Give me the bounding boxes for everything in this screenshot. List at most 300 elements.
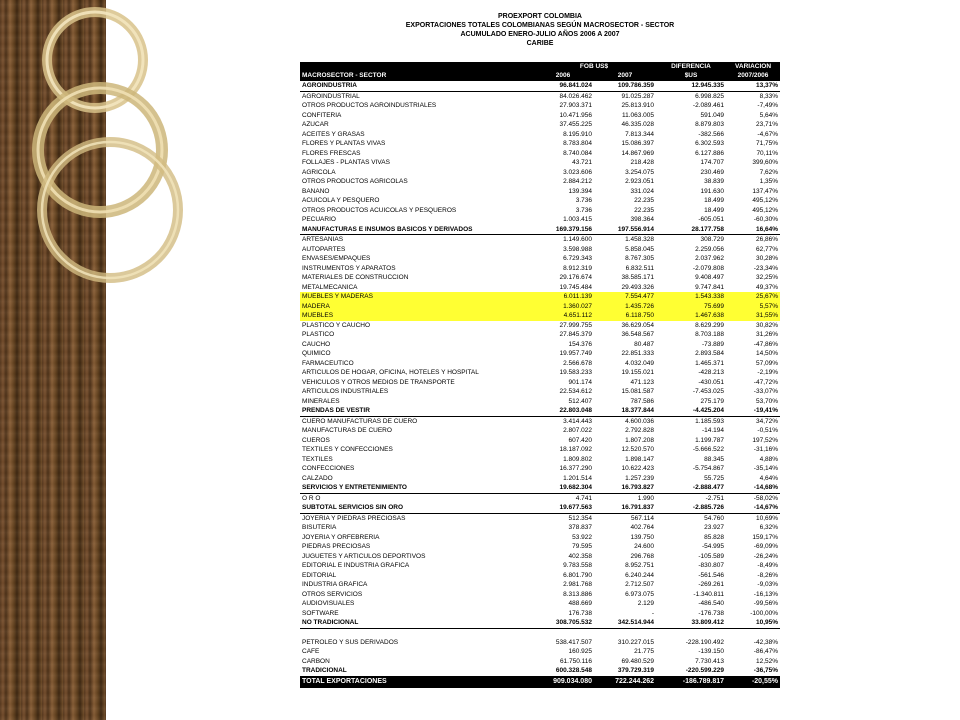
table-row [300, 552, 780, 562]
value-cell: 6.127.886 [695, 149, 725, 157]
table-row [300, 273, 780, 283]
value-cell: 27.845.379 [559, 331, 592, 338]
table-row [300, 340, 780, 350]
value-cell: 16,64% [726, 225, 780, 235]
sector-cell: MANUFACTURAS DE CUERO [302, 427, 392, 434]
value-cell: 137,47% [752, 187, 779, 195]
sector-cell: CONFITERIA [302, 111, 342, 119]
value-cell: 12,52% [755, 657, 779, 665]
value-cell: 22.851.333 [621, 350, 655, 357]
value-cell: 8.879.803 [695, 121, 725, 128]
decorative-rings [0, 0, 200, 300]
table-row [300, 387, 780, 397]
value-cell: -20,55% [726, 676, 780, 688]
value-cell: 1.990 [637, 494, 655, 502]
value-cell: 331.024 [630, 187, 655, 195]
value-cell: 22.803.048 [532, 406, 594, 416]
header-line: EXPORTACIONES TOTALES COLOMBIANAS SEGÚN MACROSECTOR - SECTOR [405, 22, 675, 29]
value-cell: 2.129 [637, 600, 655, 607]
table-row [300, 149, 780, 159]
value-cell: -2.885.726 [656, 503, 726, 513]
value-cell: 218.428 [630, 159, 655, 166]
value-cell: -33,07% [753, 388, 779, 395]
value-cell: 16.793.827 [594, 483, 656, 493]
value-cell: -36,75% [726, 666, 780, 676]
value-cell: 33.809.412 [656, 618, 726, 628]
value-cell: -1.340.811 [693, 590, 725, 598]
value-cell: 6.240.244 [625, 571, 655, 579]
value-cell: 54.760 [704, 514, 725, 522]
value-cell: 6.118.750 [594, 311, 656, 321]
table-row [300, 120, 780, 130]
table-row [300, 378, 780, 388]
table-row [300, 292, 780, 302]
value-cell: -26,24% [753, 552, 779, 560]
table-row [300, 455, 780, 465]
value-cell: -486.540 [698, 600, 725, 607]
table-row [300, 302, 780, 312]
value-cell: 84.026.462 [559, 92, 592, 100]
value-cell: 4.600.036 [625, 417, 655, 425]
header-line: PROEXPORT COLOMBIA [497, 13, 582, 20]
value-cell: 2.884.212 [563, 178, 592, 185]
value-cell: 31,55% [726, 311, 780, 321]
value-cell: 3.254.075 [625, 168, 655, 176]
value-cell: 27.999.755 [559, 321, 592, 329]
value-cell: 10,69% [755, 514, 779, 522]
table-row [300, 676, 780, 688]
sector-cell: AGROINDUSTRIA [300, 81, 532, 91]
sector-cell: TEXTILES [302, 455, 333, 463]
value-cell: 567.114 [631, 514, 655, 522]
value-cell: 91.025.287 [621, 92, 655, 100]
value-cell: 49,37% [755, 283, 779, 291]
value-cell: 512.354 [568, 514, 592, 522]
value-cell: 471.123 [630, 378, 655, 386]
sector-cell: OTROS SERVICIOS [302, 590, 363, 598]
value-cell: 8.740.084 [563, 149, 592, 157]
sector-cell: ARTESANIAS [302, 236, 344, 243]
value-cell: 1.467.638 [656, 311, 726, 321]
value-cell: -430.051 [698, 378, 725, 386]
table-row [300, 513, 780, 523]
sector-cell: ACUICOLA Y PESQUERO [302, 197, 380, 204]
value-cell: 11.063.005 [621, 111, 655, 119]
table-row [300, 474, 780, 484]
value-cell: 8.703.188 [695, 331, 725, 338]
value-cell: 24.600 [634, 543, 655, 550]
value-cell: 30,28% [755, 255, 779, 262]
value-cell: 14.867.969 [621, 149, 655, 157]
value-cell [726, 628, 780, 638]
value-cell: -14,67% [726, 503, 780, 513]
value-cell: 1.199.787 [695, 436, 725, 444]
value-cell: 62,77% [755, 245, 779, 253]
value-cell: 19.745.484 [559, 283, 592, 291]
table-row [300, 264, 780, 274]
value-cell: 8.912.319 [563, 264, 592, 272]
value-cell: 27.903.371 [559, 102, 592, 109]
value-cell: -31,16% [753, 446, 779, 453]
value-cell: 109.786.359 [594, 81, 656, 91]
value-cell: 3.598.988 [563, 245, 592, 253]
value-cell: 21.775 [634, 648, 655, 655]
value-cell: 402.764 [630, 524, 655, 531]
sector-cell: MUEBLES [300, 311, 532, 321]
table-row [300, 101, 780, 111]
sector-cell: CUERO MANUFACTURAS DE CUERO [302, 417, 418, 425]
value-cell: 6,32% [759, 524, 779, 531]
value-cell: -100,00% [750, 609, 779, 617]
value-cell: -14,68% [726, 483, 780, 493]
header-cell: 2006 [532, 72, 594, 82]
sector-cell: VEHICULOS Y OTROS MEDIOS DE TRANSPORTE [302, 378, 455, 386]
sector-cell: OTROS PRODUCTOS AGROINDUSTRIALES [302, 102, 437, 109]
exports-table [300, 62, 780, 688]
table-body [300, 81, 780, 688]
table-row [300, 503, 780, 513]
sector-cell: ACEITES Y GRASAS [302, 130, 365, 138]
sector-cell: JOYERIA Y ORFEBRERIA [302, 533, 380, 541]
value-cell: -58,02% [753, 494, 779, 502]
value-cell: 2.259.056 [695, 245, 725, 253]
value-cell: 46.335.028 [621, 121, 655, 128]
sector-cell: FOLLAJES - PLANTAS VIVAS [302, 159, 390, 166]
sector-cell: O R O [302, 494, 321, 502]
value-cell: -2.888.477 [656, 483, 726, 493]
value-cell: 538.417.507 [555, 638, 592, 646]
table-row [300, 245, 780, 255]
sector-cell: ARTICULOS DE HOGAR, OFICINA, HOTELES Y HOSPITAL [302, 369, 479, 376]
value-cell: -220.599.229 [656, 666, 726, 676]
value-cell: -7.453.025 [692, 388, 725, 395]
table-row [300, 168, 780, 178]
value-cell: 1.465.371 [695, 359, 725, 367]
sector-cell: PETROLEO Y SUS DERIVADOS [302, 638, 399, 646]
value-cell: 1.807.208 [625, 436, 655, 444]
table-row [300, 349, 780, 359]
value-cell: 230.469 [700, 168, 725, 176]
sector-cell: JOYERIA Y PIEDRAS PRECIOSAS [302, 514, 406, 522]
table-row [300, 426, 780, 436]
value-cell: -69,09% [753, 543, 779, 550]
value-cell: 96.841.024 [532, 81, 594, 91]
table-row [300, 666, 780, 676]
value-cell: 18.187.092 [559, 446, 592, 453]
sector-cell: OTROS PRODUCTOS ACUICOLAS Y PESQUEROS [302, 206, 457, 214]
value-cell: 197,52% [752, 436, 779, 444]
table-row [300, 406, 780, 416]
value-cell: 43.721 [572, 159, 592, 166]
sector-cell: ENVASES/EMPAQUES [302, 255, 371, 262]
sector-cell: FLORES FRESCAS [302, 149, 361, 157]
value-cell: -4,67% [757, 130, 779, 138]
table-row [300, 158, 780, 168]
table-row [300, 283, 780, 293]
value-cell: -105.589 [698, 552, 725, 560]
value-cell: -47,86% [753, 340, 779, 348]
document-header [300, 12, 780, 48]
value-cell: 34,72% [755, 417, 779, 425]
value-cell: 2.893.584 [695, 350, 725, 357]
value-cell: -8,49% [757, 562, 779, 569]
value-cell: 53,70% [755, 397, 779, 405]
value-cell: 495,12% [752, 197, 779, 204]
value-cell: -2.089.461 [692, 102, 725, 109]
value-cell: 69.480.529 [621, 657, 655, 665]
value-cell: 5,64% [759, 111, 779, 119]
value-cell: 2.037.962 [695, 255, 725, 262]
table-row [300, 609, 780, 619]
value-cell: 154.376 [568, 340, 592, 348]
sector-cell: INSTRUMENTOS Y APARATOS [302, 264, 396, 272]
value-cell: 28.177.758 [656, 225, 726, 235]
table-row [300, 416, 780, 426]
value-cell: 3.736 [575, 206, 592, 214]
value-cell: 8.195.910 [563, 130, 592, 138]
value-cell: 30,82% [755, 321, 779, 329]
value-cell: 8.767.305 [625, 255, 655, 262]
value-cell: 1.809.802 [563, 455, 592, 463]
value-cell: 176.738 [568, 609, 592, 617]
header-cell: 2007 [594, 72, 656, 82]
value-cell: 53.922 [572, 533, 592, 541]
value-cell: 342.514.944 [594, 618, 656, 628]
value-cell: -228.190.492 [685, 638, 725, 646]
value-cell: 8.783.804 [563, 140, 592, 147]
header-cell: MACROSECTOR - SECTOR [300, 72, 532, 82]
value-cell: 15.086.397 [621, 140, 655, 147]
sector-cell: CAUCHO [302, 340, 331, 348]
value-cell: 75.699 [656, 302, 726, 312]
value-cell: 4.741 [575, 494, 592, 502]
header-cell: VARIACION [726, 62, 780, 72]
table-row [300, 368, 780, 378]
header-cell: 2007/2006 [726, 72, 780, 82]
value-cell: 25.813.910 [621, 102, 655, 109]
value-cell: 19.155.021 [621, 369, 655, 376]
value-cell: -269.261 [698, 581, 725, 588]
value-cell: 139.750 [630, 533, 655, 541]
value-cell: -2,19% [757, 369, 779, 376]
sector-cell: INDUSTRIA GRAFICA [302, 581, 368, 588]
value-cell: 399,60% [752, 159, 779, 166]
value-cell: 38.839 [704, 178, 725, 185]
value-cell: 3.023.606 [563, 168, 592, 176]
sector-cell: NO TRADICIONAL [300, 618, 532, 628]
value-cell: -42,38% [753, 638, 779, 646]
value-cell: 591.049 [700, 111, 725, 119]
sector-cell: TOTAL EXPORTACIONES [300, 676, 532, 688]
value-cell: -73.889 [701, 340, 725, 348]
value-cell: 495,12% [752, 206, 779, 214]
value-cell: 12.945.335 [656, 81, 726, 91]
value-cell: 18.499 [704, 197, 725, 204]
sector-cell: PLASTICO [302, 331, 335, 338]
value-cell [656, 628, 726, 638]
value-cell: 1.149.600 [563, 236, 592, 243]
value-cell: -139.150 [698, 648, 725, 655]
sector-cell: CARBON [302, 657, 330, 665]
value-cell: 139.394 [568, 187, 592, 195]
header-line: CARIBE [526, 40, 554, 47]
value-cell: 169.379.156 [532, 225, 594, 235]
table-row [300, 618, 780, 628]
table-row [300, 330, 780, 340]
table-row [300, 254, 780, 264]
table-row [300, 493, 780, 503]
value-cell: 308.729 [700, 236, 725, 243]
value-cell: 29.493.326 [621, 283, 655, 291]
sector-cell: CONFECCIONES [302, 465, 355, 472]
sector-cell: MADERA [300, 302, 532, 312]
value-cell: 19.682.304 [532, 483, 594, 493]
value-cell: 6.973.075 [625, 590, 655, 598]
sector-cell: SUBTOTAL SERVICIOS SIN ORO [300, 503, 532, 513]
value-cell: -0,51% [757, 427, 779, 434]
sector-cell: AZUCAR [302, 121, 329, 128]
value-cell: -2.079.808 [692, 264, 725, 272]
value-cell: 22.235 [634, 197, 655, 204]
value-cell: 37.455.225 [559, 121, 592, 128]
value-cell: 31,26% [755, 331, 779, 338]
value-cell: 26,86% [755, 236, 779, 243]
value-cell: 296.768 [630, 552, 655, 560]
value-cell: 5.858.045 [625, 245, 655, 253]
value-cell: 1.003.415 [563, 216, 592, 223]
table-row [300, 111, 780, 121]
value-cell: -561.546 [698, 571, 725, 579]
table-row [300, 628, 780, 638]
value-cell: -382.566 [698, 130, 725, 138]
sector-cell: CAFE [302, 648, 320, 655]
value-cell: 6.832.511 [625, 264, 655, 272]
table-row [300, 130, 780, 140]
value-cell: 1.257.239 [625, 474, 655, 482]
value-cell: 6.011.139 [532, 292, 594, 302]
sector-cell: PRENDAS DE VESTIR [300, 406, 532, 416]
sector-cell: AGROINDUSTRIAL [302, 92, 360, 100]
sector-cell: PIEDRAS PRECIOSAS [302, 543, 371, 550]
value-cell: 1.543.338 [656, 292, 726, 302]
sector-cell: SOFTWARE [302, 609, 339, 617]
table-row [300, 647, 780, 657]
value-cell: 12.520.570 [621, 446, 655, 453]
value-cell: -54.995 [701, 543, 725, 550]
header-cell [300, 62, 532, 72]
value-cell: 15.081.587 [621, 388, 655, 395]
sector-cell: EDITORIAL [302, 571, 337, 579]
value-cell: 3.414.443 [563, 417, 592, 425]
value-cell: 10.622.423 [621, 465, 655, 472]
table-row [300, 359, 780, 369]
table-row [300, 81, 780, 91]
value-cell: 79.595 [572, 543, 592, 550]
value-cell: 174.707 [700, 159, 725, 166]
sector-cell [300, 628, 532, 638]
value-cell: 23,71% [755, 121, 779, 128]
value-cell: 9.408.497 [695, 274, 725, 281]
table-header-row [300, 72, 780, 82]
value-cell: -47,72% [753, 378, 779, 386]
sector-cell: PECUARIO [302, 216, 336, 223]
value-cell: 85.828 [704, 533, 725, 541]
table-row [300, 177, 780, 187]
value-cell: 2.981.768 [563, 581, 592, 588]
value-cell: 1.898.147 [625, 455, 655, 463]
value-cell: 4.651.112 [532, 311, 594, 321]
value-cell: 25,67% [726, 292, 780, 302]
value-cell: 19.583.233 [559, 369, 592, 376]
value-cell: 378.837 [568, 524, 592, 531]
value-cell: 197.556.914 [594, 225, 656, 235]
value-cell: - [651, 609, 655, 617]
value-cell: 10.471.956 [559, 111, 592, 119]
value-cell: 19.957.749 [559, 350, 592, 357]
value-cell: 2.792.828 [625, 427, 655, 434]
table-row [300, 321, 780, 331]
value-cell: 310.227.015 [617, 638, 655, 646]
sector-cell: TEXTILES Y CONFECCIONES [302, 446, 393, 453]
sector-cell: BISUTERIA [302, 524, 337, 531]
value-cell: 512.407 [568, 397, 592, 405]
value-cell: 722.244.262 [594, 676, 656, 688]
table-row [300, 215, 780, 225]
value-cell: 2.566.678 [563, 359, 592, 367]
table-row [300, 542, 780, 552]
value-cell: 71,75% [755, 140, 779, 147]
value-cell: 80.487 [634, 340, 655, 348]
sector-cell: OTROS PRODUCTOS AGRICOLAS [302, 178, 408, 185]
sector-cell: MUEBLES Y MADERAS [300, 292, 532, 302]
value-cell: 1.360.027 [532, 302, 594, 312]
value-cell: 36.629.054 [621, 321, 655, 329]
sector-cell: FARMACEUTICO [302, 359, 354, 367]
table-row [300, 533, 780, 543]
value-cell: 14,50% [755, 350, 779, 357]
header-cell: DIFERENCIA [656, 62, 726, 72]
sector-cell: MANUFACTURAS E INSUMOS BASICOS Y DERIVADOS [300, 225, 532, 235]
table-row [300, 436, 780, 446]
sector-cell: AUDIOVISUALES [302, 600, 355, 607]
value-cell: 23.927 [704, 524, 725, 531]
value-cell: 1,35% [759, 178, 779, 185]
value-cell: 402.358 [568, 552, 592, 560]
value-cell: -5.666.522 [692, 446, 725, 453]
value-cell: 4,88% [759, 455, 779, 463]
table-row [300, 196, 780, 206]
value-cell: 36.548.567 [621, 331, 655, 338]
value-cell: -2.751 [705, 494, 725, 502]
sector-cell: FLORES Y PLANTAS VIVAS [302, 140, 386, 147]
sector-cell: CALZADO [302, 474, 333, 482]
value-cell: 6.998.825 [695, 92, 725, 100]
value-cell: 32,25% [755, 274, 779, 281]
value-cell: 10,95% [726, 618, 780, 628]
value-cell: 7.730.413 [695, 657, 725, 665]
value-cell: 379.729.319 [594, 666, 656, 676]
sector-cell: TRADICIONAL [300, 666, 532, 676]
value-cell: 8.313.886 [563, 590, 592, 598]
value-cell: 8.629.299 [695, 321, 725, 329]
value-cell: 13,37% [726, 81, 780, 91]
value-cell: -99,56% [753, 600, 779, 607]
value-cell: 16.791.837 [594, 503, 656, 513]
table-row [300, 571, 780, 581]
value-cell [594, 628, 656, 638]
value-cell: -86,47% [753, 648, 779, 655]
value-cell: 22.534.612 [559, 388, 592, 395]
